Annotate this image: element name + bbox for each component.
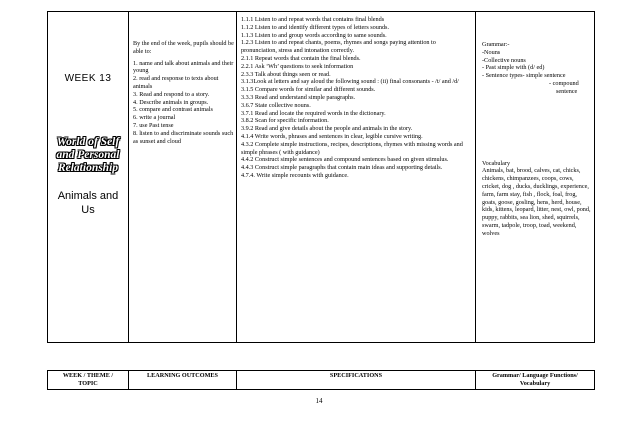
table-row <box>48 371 595 390</box>
list-item: 3.1.5 Compare words for similar and different sounds. <box>241 86 376 94</box>
list-item: 1.1.2 Listen to and identify different types of letters sounds. <box>241 23 390 31</box>
theme-title: World of Self and Personal Relationship <box>56 136 120 174</box>
grammar-title: Grammar:- <box>482 41 510 48</box>
list-item: 8. listen to and discriminate sounds such as sunset and cloud <box>133 129 234 145</box>
grammar-list <box>476 12 594 238</box>
list-item: - Past simple with (d/ ed) <box>482 64 545 72</box>
list-item: 7. use Past tense <box>133 121 174 129</box>
list-item: -Nouns <box>482 48 501 56</box>
list-item: 3.9.2 Read and give details about the people and animals in the story. <box>241 125 413 133</box>
header-learning-outcomes: LEARNING OUTCOMES <box>129 371 237 390</box>
header-week-theme-topic: WEEK / THEME / TOPIC <box>48 371 129 390</box>
list-item: 4.7.4. Write simple recounts with guidance. <box>241 171 349 179</box>
list-item: 3.1.3Look at letters and say aloud the following sound : (ii) final consonants - /t/ and /d/ <box>241 78 459 86</box>
list-item: -Collective nouns <box>482 56 526 64</box>
list-item: 1.1.3 Listen to and group words according to same sounds. <box>241 31 387 39</box>
list-item: 3.3.3 Read and understand simple paragraphs. <box>241 93 356 101</box>
grammar-vocabulary-cell <box>476 12 595 343</box>
vocabulary-title: Vocabulary <box>482 159 511 167</box>
curriculum-table <box>47 11 595 343</box>
list-item: 4.3.2 Complete simple instructions, recipes, descriptions, rhymes with missing words and simple phrases ( with guidance) <box>241 140 463 156</box>
list-item: 1.1.1 Listen to and repeat words that contains final blends <box>241 16 385 23</box>
list-item: 4.1.4 Write words, phrases and sentences in clear, legible cursive writing. <box>241 132 423 140</box>
header-grammar-vocabulary: Grammar/ Language Functions/ Vocabulary <box>476 371 595 390</box>
list-item: - Sentence types- simple sentence <box>482 72 566 80</box>
list-item: 2.2.1 Ask ‘Wh’ questions to seek information <box>241 62 354 70</box>
spacer <box>482 96 592 160</box>
list-item: 1. name and talk about animals and their young <box>133 59 234 75</box>
header-specifications: SPECIFICATIONS <box>237 371 476 390</box>
list-item: 1.2.3 Listen to and repeat chants, poems, rhymes and songs paying attention to pronunciation, stress and intonation correctly. <box>241 39 436 55</box>
list-item: 6. write a journal <box>133 114 176 122</box>
list-item: 3.7.1 Read and locate the required words in the dictionary. <box>241 109 386 117</box>
list-item: 4. Describe animals in groups. <box>133 98 209 106</box>
list-item: 4.4.3 Construct simple paragraphs that contain main ideas and supporting details. <box>241 164 443 172</box>
list-item: 2.1.1 Repeat words that contain the final blends. <box>241 54 361 62</box>
topic-title: Animals and Us <box>57 190 119 216</box>
list-item: sentence <box>556 87 578 95</box>
list-item: 2.3.3 Talk about things seen or read. <box>241 70 331 78</box>
learning-outcomes-intro: By the end of the week, pupils should be able to: <box>133 40 234 55</box>
list-item: - compound <box>549 79 579 87</box>
learning-outcomes-list <box>129 12 236 145</box>
list-item: 4.4.2 Construct simple sentences and compound sentences based on given stimulus. <box>241 156 449 164</box>
vocabulary-text: Animals, bat, brood, calves, cat, chicks, chickens, chimpanzees, coops, cows, cricket, dog , ducks, ducklings, experience, farm, farm stay, fish , flock, foal, frog, goats, goose, gosling, hens, herd, house, kids, kittens, leopard, litter, nest, owl, pond, puppy, rabbits, sea lion, shed, squirrels, swarm, tadpole, troop, toad, weekend, wolves <box>482 167 591 237</box>
page-number: 14 <box>315 397 323 405</box>
list-item: 3.6.7 State collective nouns. <box>241 101 311 109</box>
specifications-cell <box>237 12 476 343</box>
week-theme-cell <box>48 12 129 343</box>
column-header-table <box>47 370 595 390</box>
list-item: 3.8.2 Scan for specific information. <box>241 117 329 125</box>
list-item: 2. read and response to texts about animals <box>133 75 219 90</box>
list-item: 5. compare and contrast animals <box>133 106 213 114</box>
week-label: WEEK 13 <box>64 73 112 84</box>
list-item: 3. Read and respond to a story. <box>133 90 210 98</box>
specifications-list <box>237 12 475 180</box>
learning-outcomes-cell <box>129 12 237 343</box>
table-row <box>48 12 595 343</box>
